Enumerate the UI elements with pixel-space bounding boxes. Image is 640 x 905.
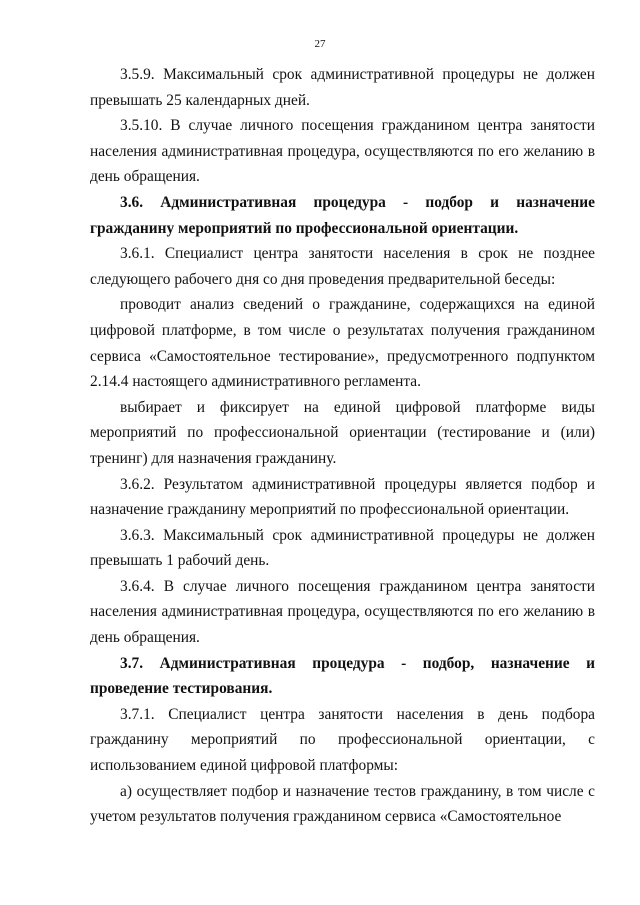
paragraph-3-6-4: 3.6.4. В случае личного посещения гражданином центра занятости населения административная процедура, осуществляются по его желанию в день обращения. bbox=[90, 577, 595, 647]
paragraph-analysis: проводит анализ сведений о гражданине, содержащихся на единой цифровой платформе, в том числе о результатах получения гражданином сервиса «Самостоятельное тестирование», предусмотренного подпунктом 2.14.4 настоящего административного регламента. bbox=[90, 296, 595, 391]
section-heading-3-7: 3.7. Административная процедура - подбор, назначение и проведение тестирования. bbox=[90, 654, 595, 698]
paragraph-3-6-2: 3.6.2. Результатом административной процедуры является подбор и назначение гражданину мероприятий по профессиональной ориентации. bbox=[90, 475, 595, 519]
document-body bbox=[90, 62, 595, 830]
paragraph-3-5-9: 3.5.9. Максимальный срок административной процедуры не должен превышать 25 календарных дней. bbox=[90, 66, 595, 109]
paragraph-3-6-3: 3.6.3. Максимальный срок административной процедуры не должен превышать 1 рабочий день. bbox=[90, 526, 595, 570]
paragraph-3-7-1: 3.7.1. Специалист центра занятости населения в день подбора гражданину мероприятий по профессиональной ориентации, с использованием единой цифровой платформы: bbox=[90, 705, 595, 775]
page-number: 27 bbox=[314, 38, 326, 50]
paragraph-3-5-10: 3.5.10. В случае личного посещения гражданином центра занятости населения административная процедура, осуществляются по его желанию в день обращения. bbox=[90, 117, 595, 186]
paragraph-item-a: а) осуществляет подбор и назначение тестов гражданину, в том числе с учетом результатов получения гражданином сервиса «Самостоятельное bbox=[90, 782, 595, 826]
paragraph-selection: выбирает и фиксирует на единой цифровой платформе виды мероприятий по профессиональной ориентации (тестирование и (или) тренинг) для назначения гражданину. bbox=[90, 398, 595, 467]
section-heading-3-6: 3.6. Административная процедура - подбор и назначение гражданину мероприятий по профессиональной ориентации. bbox=[90, 193, 595, 237]
paragraph-3-6-1: 3.6.1. Специалист центра занятости населения в срок не позднее следующего рабочего дня со дня проведения предварительной беседы: bbox=[90, 245, 595, 288]
